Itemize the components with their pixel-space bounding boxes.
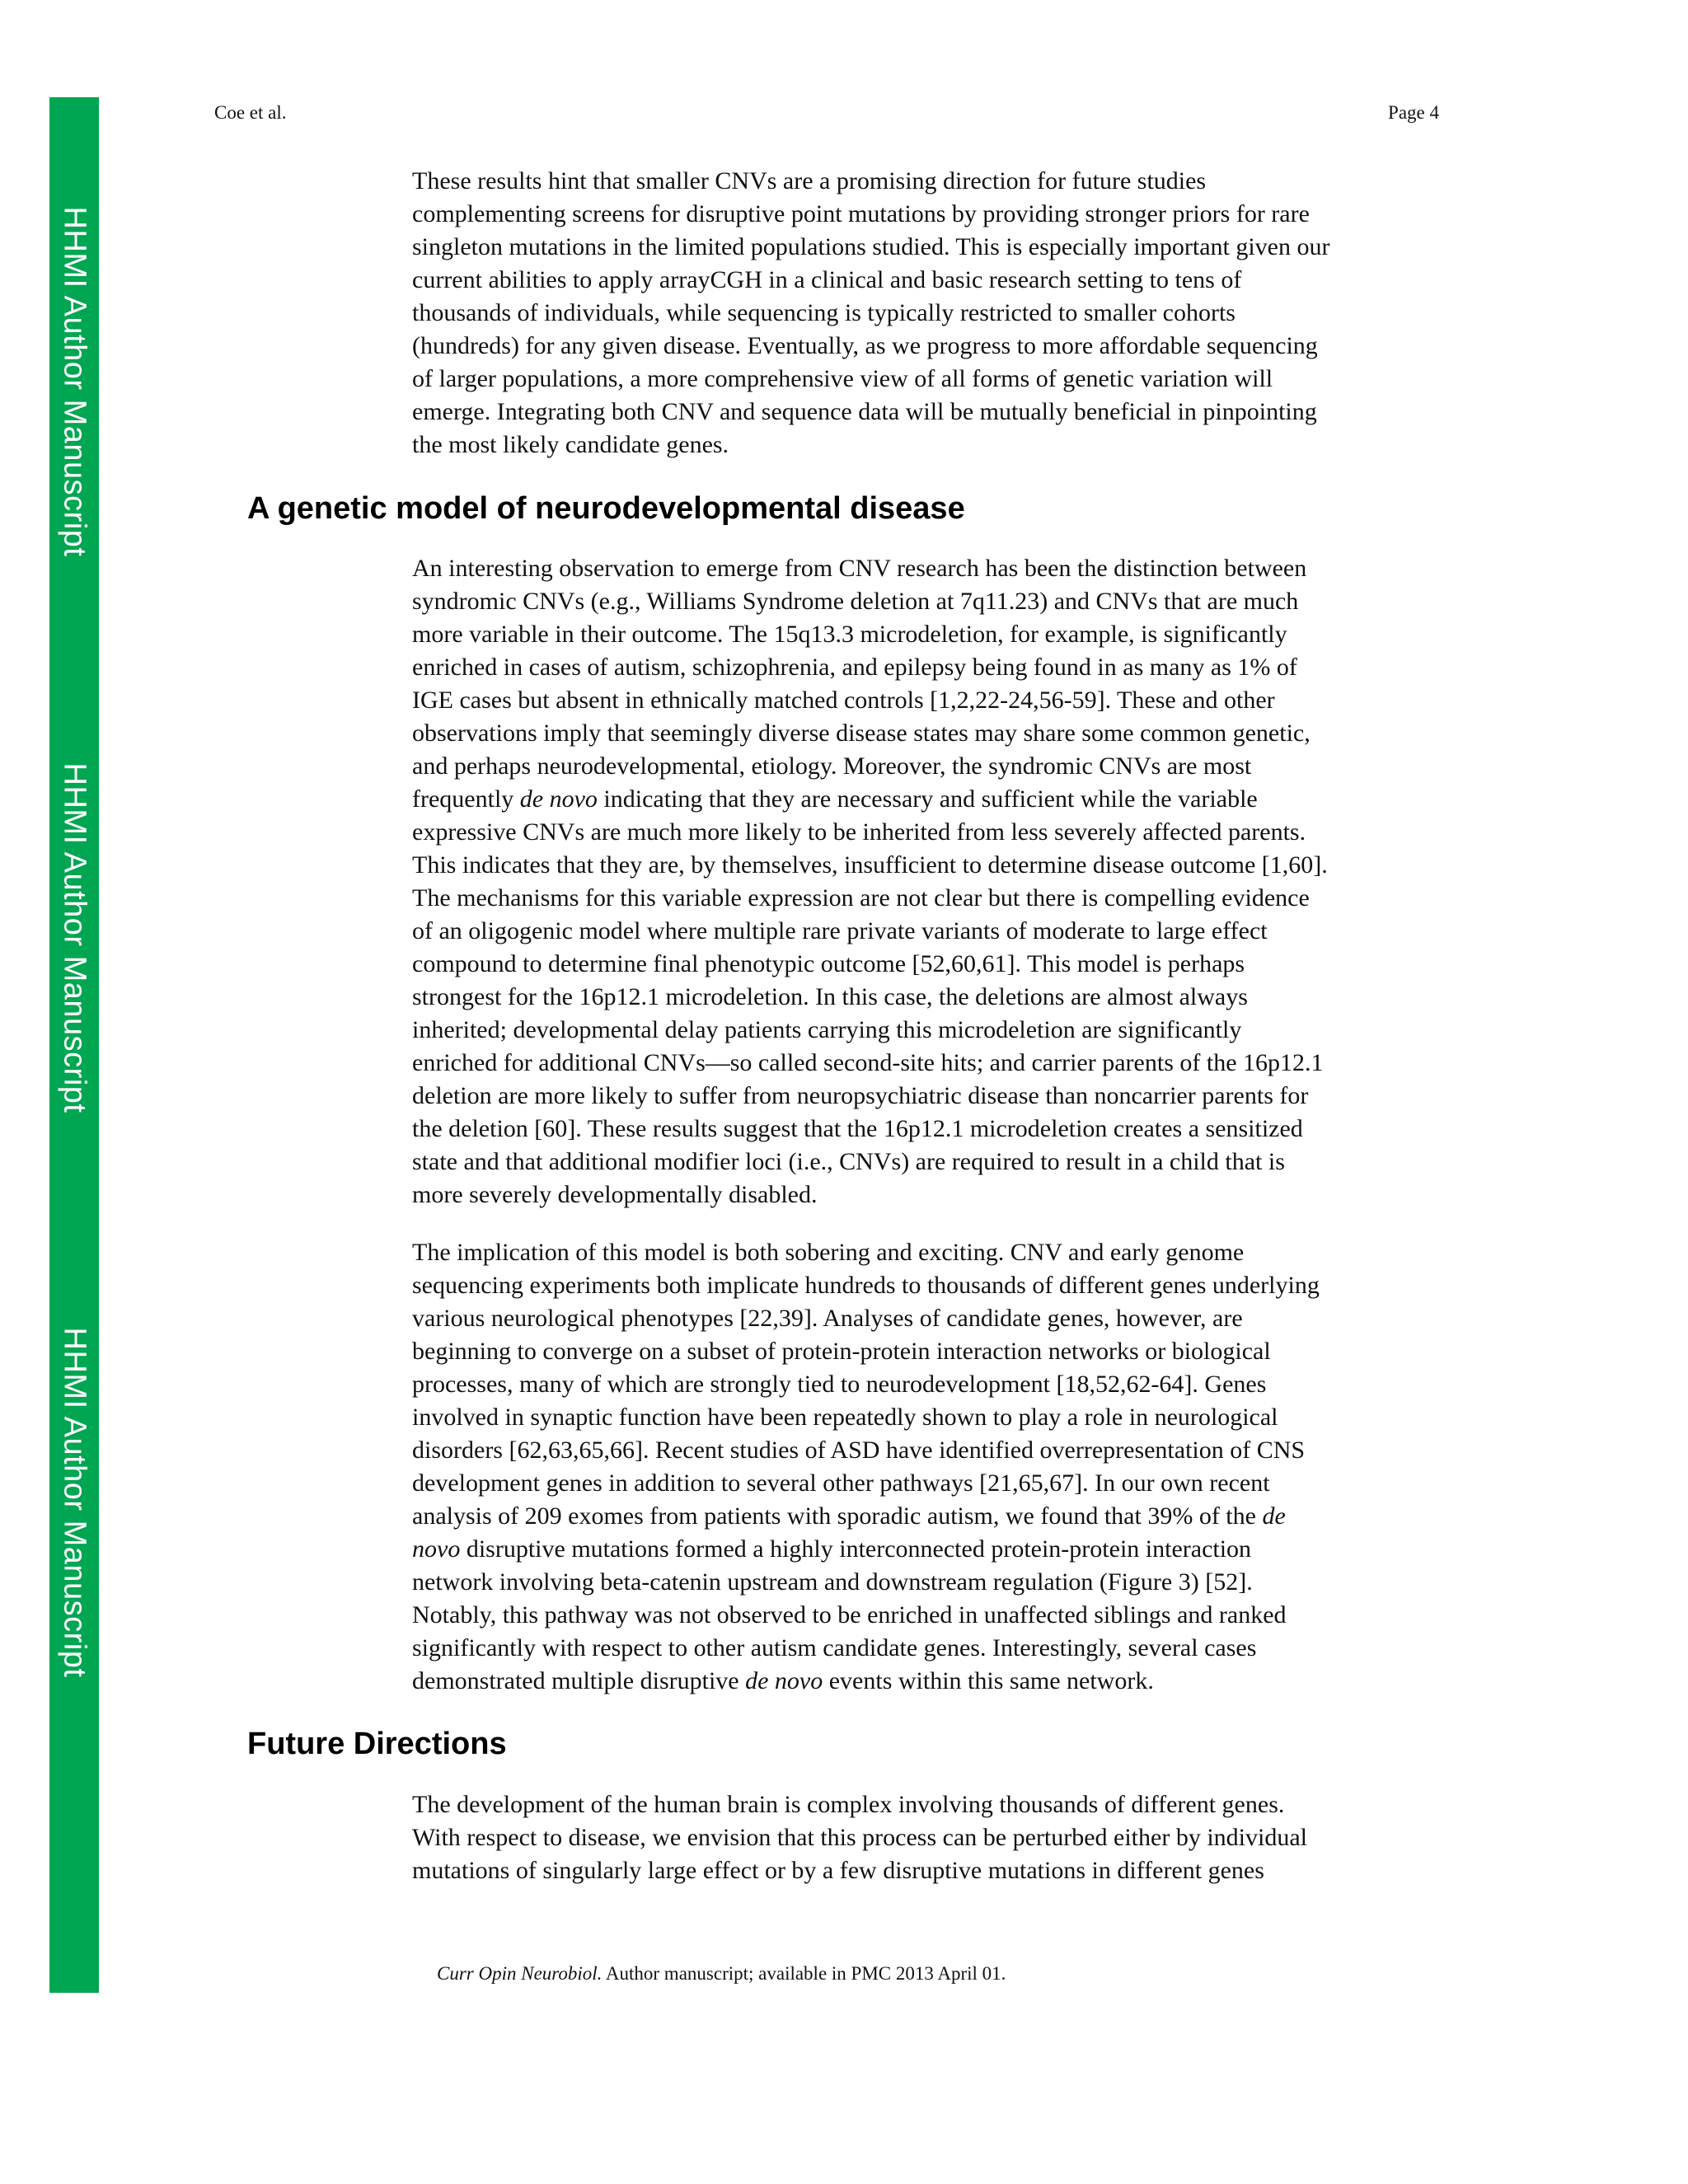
paragraph-future-directions: The development of the human brain is complex involving thousands of different genes. With respect to disease, we envision that this process can be perturbed either by individual mutations of singularly large effect or by a few disruptive mutations in different genes [412,1791,1307,1884]
section-heading-genetic-model: A genetic model of neurodevelopmental disease [247,491,965,526]
running-head-authors: Coe et al. [214,102,287,123]
paragraph-oligogenic-model: An interesting observation to emerge from CNV research has been the distinction between syndromic CNVs (e.g., Williams Syndrome deletion at 7q11.23) and CNVs that are much more variable in their outcome. The 15q13.3 microdeletion, for example, is significantly enriched in cases of autism, schizophrenia, and epilepsy being found in as many as 1% of IGE cases but absent in ethnically matched controls [1,2,22-24,56-59]. These and other observations imply that seemingly diverse disease states may share some common genetic, and perhaps neurodevelopmental, etiology. Moreover, the syndromic CNVs are most frequently de novo indicating that they are necessary and sufficient while the variable expressive CNVs are much more likely to be inherited from less severely affected parents. This indicates that they are, by themselves, insufficient to determine disease outcome [1,60]. The mechanisms for this variable expression are not clear but there is compelling evidence of an oligogenic model where multiple rare private variants of moderate to large effect compound to determine final phenotypic outcome [52,60,61]. This model is perhaps strongest for the 16p12.1 microdeletion. In this case, the deletions are almost always inherited; developmental delay patients carrying this microdeletion are significantly enriched for additional CNVs—so called second-site hits; and carrier parents of the 16p12.1 deletion are more likely to suffer from neuropsychiatric disease than noncarrier parents for the deletion [60]. These results suggest that the 16p12.1 microdeletion creates a sensitized state and that additional modifier loci (i.e., CNVs) are required to result in a child that is more severely developmentally disabled. [412,555,1328,1208]
footer-availability: Author manuscript; available in PMC 2013 April 01. [602,1963,1006,1984]
page-footer [437,1963,1006,1985]
paragraph-cnv-priors: These results hint that smaller CNVs are a promising direction for future studies complementing screens for disruptive point mutations by providing stronger priors for rare singleton mutations in the limited populations studied. This is especially important given our current abilities to apply arrayCGH in a clinical and basic research setting to tens of thousands of individuals, while sequencing is typically restricted to smaller cohorts (hundreds) for any given disease. Eventually, as we progress to more affordable sequencing of larger populations, a more comprehensive view of all forms of genetic variation will emerge. Integrating both CNV and sequence data will be mutually beneficial in pinpointing the most likely candidate genes. [412,167,1330,458]
paragraph-model-implication: The implication of this model is both sobering and exciting. CNV and early genome sequencing experiments both implicate hundreds to thousands of different genes underlying various neurological phenotypes [22,39]. Analyses of candidate genes, however, are beginning to converge on a subset of protein-protein interaction networks or biological processes, many of which are strongly tied to neurodevelopment [18,52,62-64]. Genes involved in synaptic function have been repeatedly shown to play a role in neurological disorders [62,63,65,66]. Recent studies of ASD have identified overrepresentation of CNS development genes in addition to several other pathways [21,65,67]. In our own recent analysis of 209 exomes from patients with sporadic autism, we found that 39% of the de novo disruptive mutations formed a highly interconnected protein-protein interaction network involving beta-catenin upstream and downstream regulation (Figure 3) [52]. Notably, this pathway was not observed to be enriched in unaffected siblings and ranked significantly with respect to other autism candidate genes. Interestingly, several cases demonstrated multiple disruptive de novo events within this same network. [412,1239,1320,1694]
section-heading-future-directions: Future Directions [247,1727,507,1761]
footer-journal: Curr Opin Neurobiol. [437,1963,603,1984]
running-head-page: Page 4 [1388,102,1439,123]
hhmi-sidebar: HHMI Author Manuscript HHMI Author Manuscript HHMI Author Manuscript [49,97,99,1993]
